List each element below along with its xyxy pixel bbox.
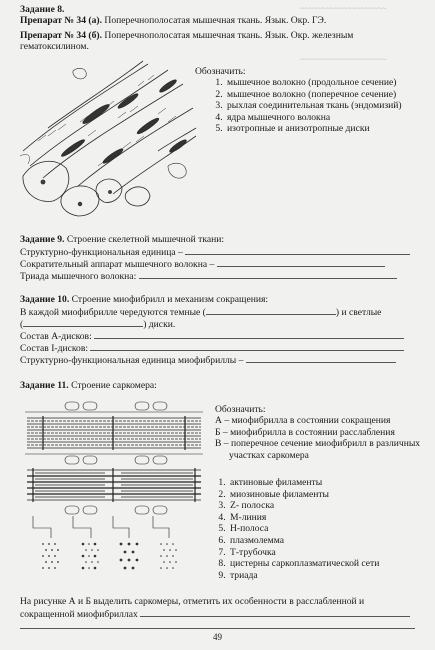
task10-text: ) диски. — [143, 319, 176, 330]
answer-blank[interactable] — [23, 318, 143, 327]
task8-legend-item: 3. рыхлая соединительная ткань (эндомизий) — [225, 100, 423, 111]
task9-heading: Задание 9. — [20, 234, 65, 245]
answer-blank[interactable] — [217, 258, 385, 267]
task10-label: Структурно-функциональная единица миофибриллы – — [20, 355, 244, 366]
task8-legend-title: Обозначить: — [195, 66, 246, 77]
task10-label: Состав А-дисков: — [20, 331, 92, 342]
task9-line-2 — [20, 258, 385, 270]
task10-line-2 — [20, 318, 175, 330]
task9-title — [20, 234, 224, 245]
task11-legend-item: 1. актиновые филаменты — [228, 477, 425, 489]
task8-legend-item: 2. мышечное волокно (поперечное сечение) — [225, 89, 423, 100]
task11-footer-2 — [20, 608, 410, 620]
task9-line-1 — [20, 246, 410, 258]
task11-legend-item: 7. Т-трубочка — [228, 547, 425, 559]
task8-legend-item: 4. ядра мышечного волокна — [225, 112, 423, 123]
task11-title-text: Строение саркомера: — [68, 380, 157, 391]
answer-blank[interactable] — [20, 620, 415, 629]
task11-legend-item: 6. плазмолемма — [228, 535, 425, 547]
task11-legend-item: 8. цистерны саркоплазматической сети — [228, 558, 425, 570]
task11-heading: Задание 11. — [20, 380, 69, 391]
task9-line-3 — [20, 270, 397, 282]
answer-blank[interactable] — [90, 342, 404, 351]
answer-blank[interactable] — [246, 354, 396, 363]
task11-legend-item: 3. Z- полоска — [228, 500, 425, 512]
task8-legend-item: 1. мышечное волокно (продольное сечение) — [225, 77, 423, 88]
task11-legend-item: 5. Н-полоса — [228, 523, 425, 535]
answer-blank[interactable] — [206, 306, 336, 315]
task11-footer-text: сокращенной миофибриллах — [20, 609, 138, 620]
task10-label: Состав I-дисков: — [20, 343, 89, 354]
task9-title-text: Строение скелетной мышечной ткани: — [64, 234, 225, 245]
task11-number-legend — [210, 477, 425, 581]
task10-line-1 — [20, 306, 381, 318]
task8-heading: Задание 8. — [20, 4, 65, 15]
task9-label: Структурно-функциональная единица – — [20, 247, 183, 258]
task11-letter-legend — [215, 404, 425, 461]
sarcomere-diagram — [25, 398, 203, 598]
answer-blank[interactable] — [94, 330, 404, 339]
task9-label: Триада мышечного волокна: — [20, 271, 137, 282]
prep-a-text: Поперечнополосатая мышечная ткань. Язык. Окр. ГЭ. — [102, 15, 327, 26]
task11-letter-item: Б – миофибрилла в состоянии расслабления — [215, 426, 395, 438]
task10-text: ( — [20, 319, 24, 330]
answer-blank[interactable] — [139, 270, 397, 279]
page-number: 49 — [213, 632, 222, 642]
prep-b-text: Поперечнополосатая мышечная ткань. Язык. Окр. железным — [102, 30, 354, 41]
task11-legend-item: 4. М-линия — [228, 512, 425, 524]
task10-line-3 — [20, 330, 404, 342]
task11-letter-item: А – миофибрилла в состоянии сокращения — [215, 415, 391, 427]
task11-footer-3 — [20, 620, 415, 632]
task9-label: Сократительный аппарат мышечного волокна – — [20, 259, 215, 270]
prep-a-label: Препарат № 34 (а). — [20, 15, 102, 26]
task10-title — [20, 294, 268, 305]
bleed-through-right: ~~~~~~~~~~~~~~~~~~~~ — [300, 55, 387, 64]
bleed-through-left: ~~~~~~~~~~~~~~~~~~~~ — [300, 4, 387, 13]
task10-heading: Задание 10. — [20, 294, 70, 305]
task8-prep-b — [20, 30, 353, 41]
task11-title — [20, 380, 157, 391]
task11-footer-1: На рисунке А и Б выделить саркомеры, отметить их особенности в расслабленной и — [20, 596, 365, 607]
task10-line-5 — [20, 354, 396, 366]
task8-prep-b-cont: гематоксилином. — [20, 41, 89, 52]
task10-text: ) и светлые — [335, 307, 382, 318]
task11-legend-item: 9. триада — [228, 570, 425, 582]
task8-legend — [193, 66, 423, 134]
task8-prep-a — [20, 15, 326, 26]
task11-legend-item: 2. миозиновые филаменты — [228, 489, 425, 501]
task11-letter-item: участках саркомера — [229, 449, 309, 461]
muscle-tissue-drawing — [18, 56, 198, 221]
prep-b-label: Препарат № 34 (б). — [20, 30, 102, 41]
task8-legend-list — [207, 77, 423, 134]
task11-legend-title: Обозначить: — [215, 404, 266, 415]
task8-legend-item: 5. изотропные и анизотропные диски — [225, 123, 423, 134]
answer-blank[interactable] — [185, 246, 410, 255]
task10-title-text: Строение миофибрилл и механизм сокращения: — [69, 294, 269, 305]
task11-legend-list — [210, 477, 425, 581]
task10-text: В каждой миофибрилле чередуются темные ( — [20, 307, 206, 318]
task10-line-4 — [20, 342, 404, 354]
answer-blank[interactable] — [140, 608, 410, 617]
task11-letter-item: В – поперечное сечение миофибрилл в различных — [215, 438, 421, 450]
